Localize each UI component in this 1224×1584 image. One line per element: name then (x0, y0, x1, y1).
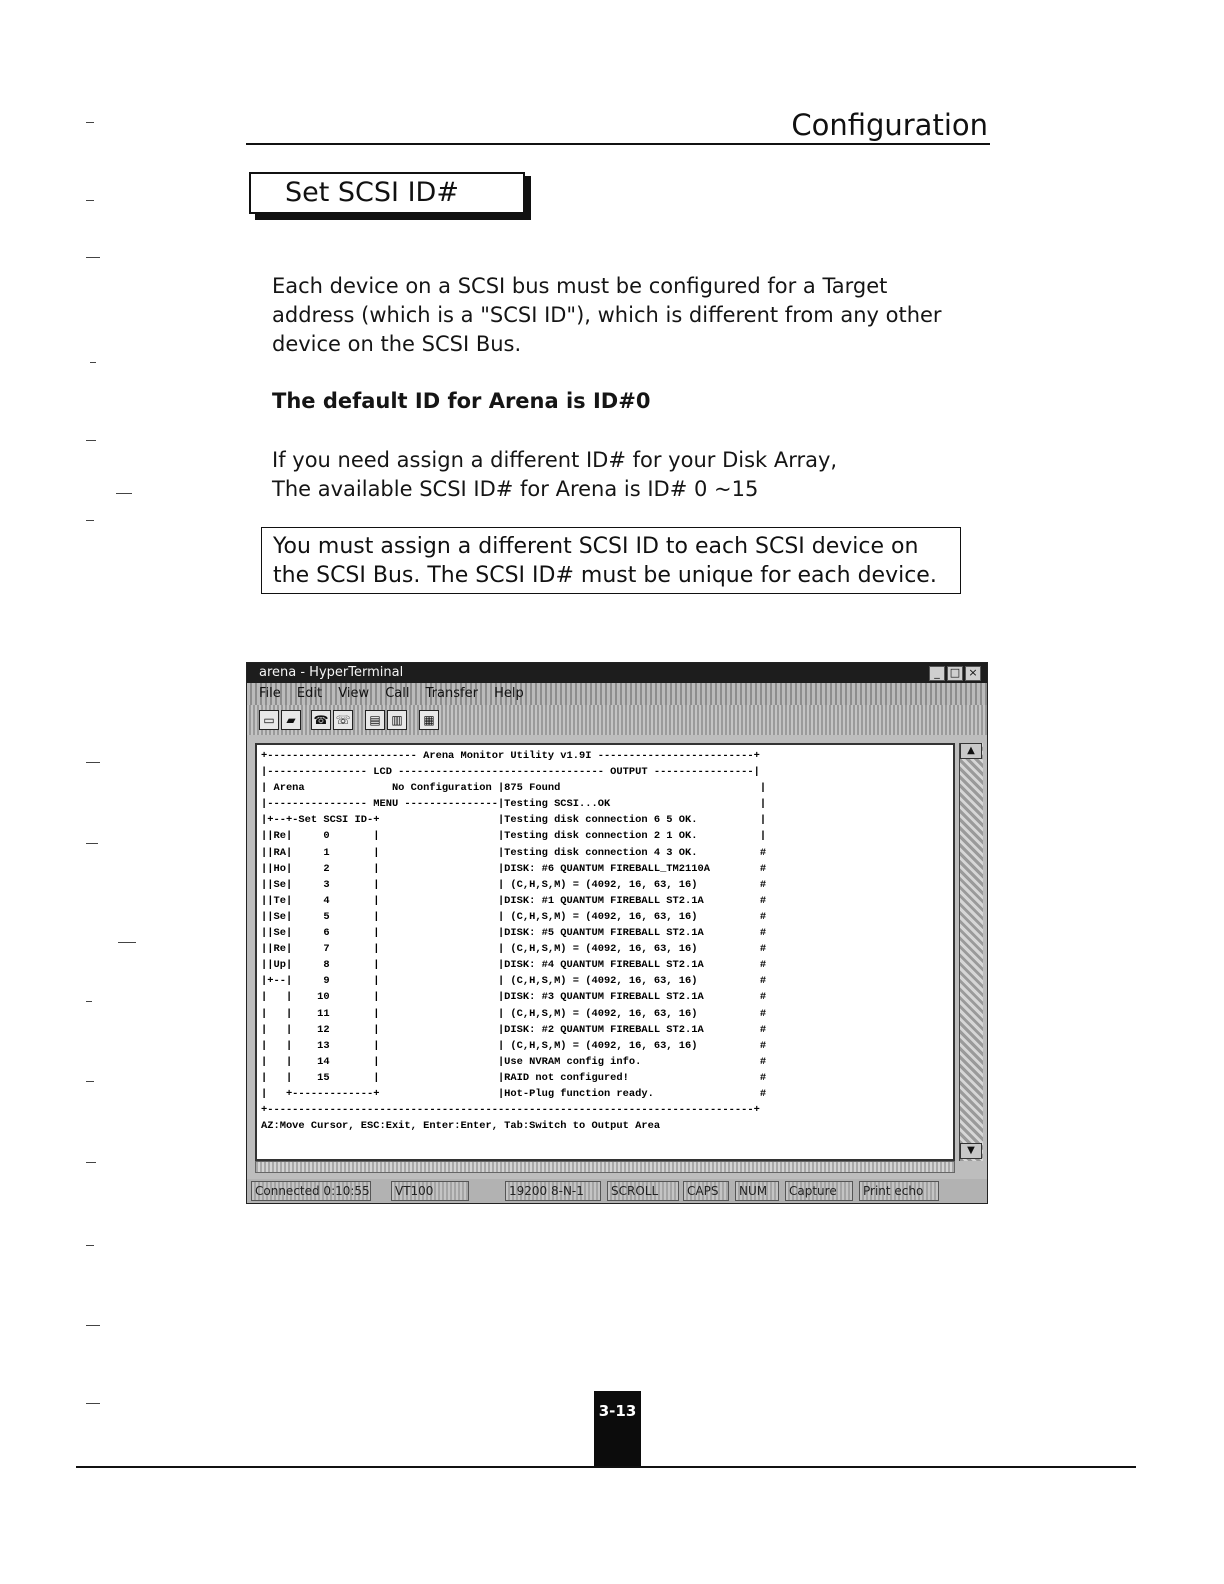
terminal-screen[interactable] (255, 743, 955, 1161)
menu-bar (247, 683, 987, 705)
assign-id-text: If you need assign a different ID# for your Disk Array, (272, 448, 838, 472)
title-rule (246, 143, 990, 145)
margin-mark (86, 520, 94, 521)
margin-mark (86, 1162, 96, 1163)
margin-mark (86, 762, 100, 763)
status-baud: 19200 8-N-1 (505, 1181, 601, 1201)
margin-mark (86, 1325, 100, 1326)
margin-mark (86, 122, 94, 123)
margin-mark (86, 440, 96, 441)
status-print-echo: Print echo (859, 1181, 939, 1201)
menu-transfer[interactable]: Transfer (425, 686, 478, 701)
section-title: Configuration (791, 108, 988, 142)
scroll-down-icon[interactable]: ▼ (960, 1143, 982, 1159)
connect-icon[interactable]: ☎ (311, 710, 331, 730)
hyperterminal-window (246, 662, 988, 1204)
margin-mark (116, 493, 132, 494)
disconnect-icon[interactable]: ☏ (333, 710, 353, 730)
new-file-icon[interactable]: ▭ (259, 710, 279, 730)
note-box: You must assign a different SCSI ID to each SCSI device on the SCSI Bus. The SCSI ID# must be unique for each device. (261, 527, 961, 594)
status-emulation: VT100 (391, 1181, 469, 1201)
menu-call[interactable]: Call (385, 686, 410, 701)
status-bar (247, 1179, 987, 1203)
window-title: arena - HyperTerminal (259, 665, 404, 680)
default-id-text: The default ID for Arena is ID#0 (272, 389, 651, 413)
window-titlebar[interactable] (247, 663, 987, 683)
receive-icon[interactable]: ▥ (387, 710, 407, 730)
minimize-button[interactable]: _ (929, 666, 945, 681)
terminal-output: +------------------------ Arena Monitor Utility v1.9I -------------------------+ |---------------- LCD --------------------------------- OUTPUT ----------------| | Arena No Configuration |875 Found | |---------------- MENU ---------------|Testing SCSI...OK | |+--+-Set SCSI ID-+ |Testing disk connection 6 5 OK. | ||Re| 0 | |Testing disk connection 2 1 OK. | ||RA| 1 | |Testing disk connection 4 3 OK. # ||Ho| 2 | |DISK: #6 QUANTUM FIREBALL_TM2110A # ||Se| 3 | | (C,H,S,M) = (4092, 16, 63, 16) # ||Te| 4 | |DISK: #1 QUANTUM FIREBALL ST2.1A # ||Se| 5 | | (C,H,S,M) = (4092, 16, 63, 16) # ||Se| 6 | |DISK: #5 QUANTUM FIREBALL ST2.1A # ||Re| 7 | | (C,H,S,M) = (4092, 16, 63, 16) # ||Up| 8 | |DISK: #4 QUANTUM FIREBALL ST2.1A # |+--| 9 | | (C,H,S,M) = (4092, 16, 63, 16) # | | 10 | |DISK: #3 QUANTUM FIREBALL ST2.1A # | | 11 | | (C,H,S,M) = (4092, 16, 63, 16) # | | 12 | |DISK: #2 QUANTUM FIREBALL ST2.1A # | | 13 | | (C,H,S,M) = (4092, 16, 63, 16) # | | 14 | |Use NVRAM config info. # | | 15 | |RAID not configured! # | +-------------+ |Hot-Plug function ready. # +------------------------------------------------------------------------------+ AZ:Move Cursor, ESC:Exit, Enter:Enter, Tab:Switch to Output Area (261, 750, 767, 1133)
margin-mark (86, 1081, 94, 1082)
open-folder-icon[interactable]: ▰ (281, 710, 301, 730)
status-caps: CAPS (683, 1181, 729, 1201)
send-icon[interactable]: ▤ (365, 710, 385, 730)
margin-mark (86, 1245, 94, 1246)
margin-mark (86, 1403, 100, 1404)
menu-view[interactable]: View (338, 686, 370, 701)
toolbar (247, 705, 987, 735)
scroll-up-icon[interactable]: ▲ (960, 743, 982, 759)
margin-mark (86, 257, 100, 258)
page-heading: Set SCSI ID# (249, 172, 525, 214)
menu-help[interactable]: Help (494, 686, 524, 701)
margin-mark (86, 843, 98, 844)
margin-mark (90, 362, 96, 363)
status-num: NUM (735, 1181, 779, 1201)
margin-mark (118, 942, 136, 943)
status-capture: Capture (785, 1181, 853, 1201)
properties-icon[interactable]: ▦ (419, 710, 439, 730)
available-id-text: The available SCSI ID# for Arena is ID# 0 ~15 (272, 477, 759, 501)
status-scroll: SCROLL (607, 1181, 679, 1201)
status-connected: Connected 0:10:55 (251, 1181, 371, 1201)
maximize-button[interactable]: □ (947, 666, 963, 681)
heading-shadow (255, 214, 531, 220)
menu-edit[interactable]: Edit (296, 686, 323, 701)
intro-paragraph: Each device on a SCSI bus must be configured for a Target address (which is a "SCSI ID"), which is different from any other device on the SCSI Bus. (272, 274, 942, 356)
vertical-scrollbar[interactable] (959, 743, 983, 1161)
margin-mark (86, 200, 94, 201)
menu-file[interactable]: File (259, 686, 281, 701)
bottom-rule (76, 1466, 1136, 1468)
margin-mark (86, 1001, 92, 1002)
close-button[interactable]: × (965, 666, 981, 681)
horizontal-scrollbar[interactable] (255, 1161, 955, 1173)
page-number: 3-13 (594, 1391, 641, 1467)
